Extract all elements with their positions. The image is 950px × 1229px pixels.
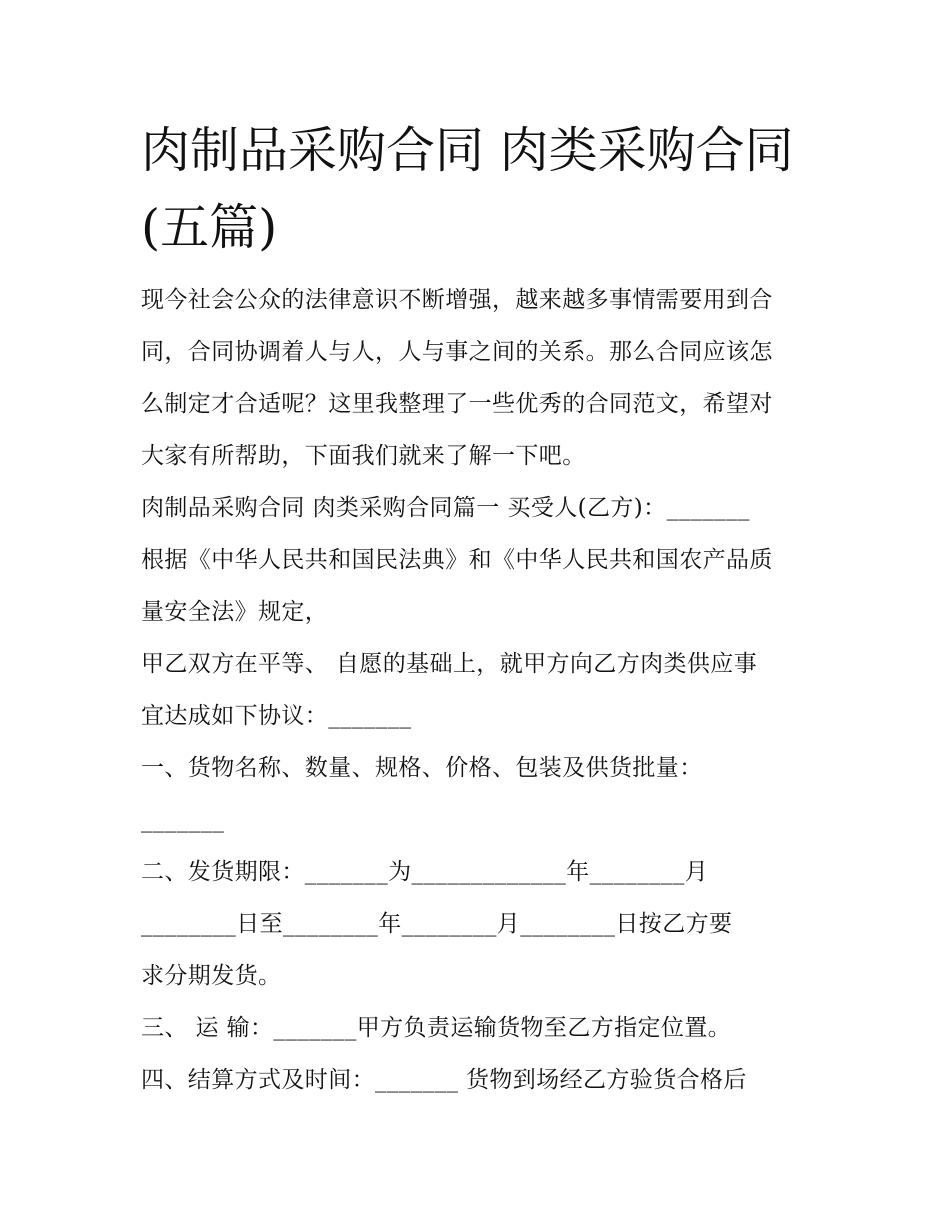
clause-line-2-end: 求分期发货。: [141, 963, 282, 989]
body-line: 大家有所帮助，下面我们就来了解一下吧。: [141, 443, 586, 469]
clause-line-3: 三、 运 输：_______甲方负责运输货物至乙方指定位置。: [141, 1015, 732, 1041]
body-line: 量安全法》规定，: [141, 599, 329, 625]
document-content: [141, 112, 821, 1106]
body-line: 么制定才合适呢？这里我整理了一些优秀的合同范文，希望对: [141, 391, 773, 417]
document-body: [141, 274, 821, 1106]
document-title: [141, 112, 821, 266]
body-line: 宜达成如下协议：_______: [141, 703, 412, 729]
clause-line-1: 一、货物名称、数量、规格、价格、包装及供货批量：: [141, 755, 703, 781]
body-line: 现今社会公众的法律意识不断增强，越来越多事情需要用到合: [141, 287, 773, 313]
body-line: 同，合同协调着人与人，人与事之间的关系。那么合同应该怎: [141, 339, 773, 365]
clause-line-4: 四、结算方式及时间：_______ 货物到场经乙方验货合格后: [141, 1067, 747, 1093]
body-line: 根据《中华人民共和国民法典》和《中华人民共和国农产品质: [141, 547, 773, 573]
body-line: 甲乙双方在平等、 自愿的基础上，就甲方向乙方肉类供应事: [141, 651, 758, 677]
clause-blank: _______: [141, 807, 225, 833]
clause-line-2: 二、发货期限：_______为_____________年________月: [141, 859, 709, 885]
clause-line-2-cont: ________日至________年________月________日按乙方要: [141, 911, 733, 937]
title-line-1: 肉制品采购合同 肉类采购合同: [141, 122, 794, 179]
section-heading-line: 肉制品采购合同 肉类采购合同篇一 买受人(乙方)：_______: [141, 495, 750, 521]
title-line-2: (五篇): [141, 199, 278, 256]
